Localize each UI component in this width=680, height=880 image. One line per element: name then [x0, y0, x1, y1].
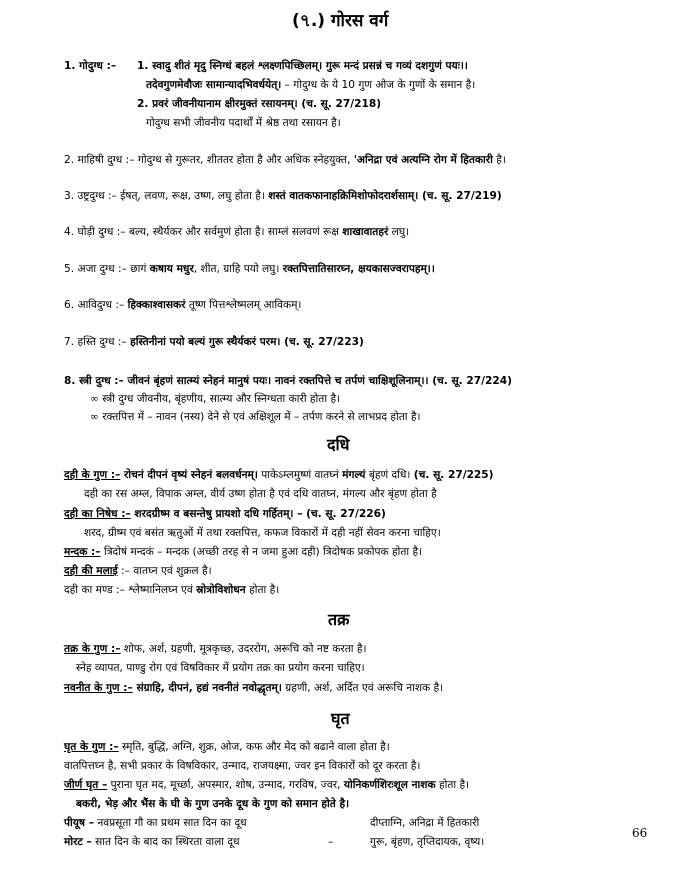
navneet-label: नवनीत के गुण :– — [64, 682, 133, 694]
takra-gun-desc: स्नेह व्यापत, पाण्डु रोग एवं विषविकार में प्रयोग तक्र का प्रयोग करना चाहिए। — [76, 662, 365, 674]
aja-mid: , शीत, ग्राहि पयो लघु। — [193, 263, 283, 275]
ghrita-gun-label: घृत के गुण :– — [64, 741, 119, 753]
jirna-label: जीर्ण घृत – — [64, 779, 108, 791]
page-number: 66 — [632, 826, 648, 840]
ushtra-text: 3. उष्ट्रदुग्ध :– ईषत्, लवण, रूक्ष, उष्ण, लघु होता है। — [64, 190, 269, 202]
stri-dugdha-bullet-2: ∞ रक्तपित्त में – नावन (नस्य) देने से एवं अक्षिशूल में – तर्पण करने से लाभप्रद होता है। — [90, 411, 421, 423]
heading-ghrita: घृत — [331, 709, 350, 728]
avi-bold: हिक्काश्वासकरं — [127, 299, 186, 311]
avi-dugdha — [64, 298, 301, 312]
hasti-bold: हस्तिनीनां पयो बल्यं गुरू स्थैर्यकरं परम। (च. सू. 27/223) — [130, 336, 364, 348]
navneet-post: ग्रहणी, अर्श, अर्दित एवं अरूचि नाशक है। — [281, 682, 444, 694]
page-title: (৭.) गोरस वर्ग — [292, 11, 389, 31]
hasti-text: 7. हस्ति दुग्ध :– — [64, 336, 131, 348]
takra-gun-label: तक्र के गुण :– — [64, 643, 121, 655]
dadhi-gun-post: बृंहणं दधि। — [365, 469, 414, 481]
dadhi-gun-label: दही के गुण :– — [64, 469, 121, 481]
mand-bold: स्रोत्रोविशोधन — [196, 584, 246, 596]
jirna-bold: योनिकर्णशिरःशूल नाशक — [343, 779, 436, 791]
mahishi-post: है। — [492, 154, 506, 166]
dadhi-gun-bold: रोचनं दीपनं वृष्यं स्नेहनं बलवर्धनम्। — [120, 469, 258, 481]
dadhi-gun — [64, 468, 494, 482]
ushtra-dugdha — [64, 189, 502, 203]
dadhi-gun-mid: पाकेऽम्लमुष्णं वातघ्नं — [257, 469, 343, 481]
piyush — [64, 816, 247, 830]
mahishi-text: 2. माहिषी दुग्ध :– गोदुग्ध से गुरूतर, शीततर होता है और अधिक स्नेहयुक्त, — [64, 154, 354, 166]
heading-dadhi: दधि — [327, 435, 350, 454]
ghodi-text: 4. घोड़ी दुग्ध :– बल्य, स्थैर्यकर और सर्वमुणं होता है। साम्लं सलवणं रूक्ष — [64, 226, 343, 238]
godugdha-verse-2-bold: तदेवगुणमेवौजः सामान्यादभिवर्धयेत्। — [146, 79, 282, 91]
godugdha-verse-1: 1. स्वादु शीतं मृदु स्निग्धं बहलं श्लक्ष्णपिच्छिलम्। गुरू मन्दं प्रसन्नं च गव्यं दशगुणं पयः।। — [137, 60, 468, 72]
morat-label: मोरट – — [64, 836, 92, 848]
dadhi-nishedh-bold: शरदग्रीष्म व बसन्तेषु प्रायशो दधि गर्हितम्। – (च. सू. 27/226) — [130, 508, 386, 520]
ghodi-dugdha — [64, 225, 409, 239]
morat-right: गुरू, बृंहण, तृप्तिदायक, वृष्य। — [370, 836, 485, 848]
godugdha-verse-3: 2. प्रवरं जीवनीयानाम क्षीरमुक्तं रसायनम्। (च. सू. 27/218) — [137, 98, 382, 110]
jirna-text: पुराना घृत मद, मूर्च्छा, अपस्मार, शोष, उन्माद, गरविष, ज्वर, — [107, 779, 344, 791]
malai-label: दही की मलाई — [64, 565, 118, 577]
stri-dugdha-bullet-1: ∞ स्त्री दुग्ध जीवनीय, बृंहणीय, सात्म्य और स्निग्धता कारी होता है। — [90, 393, 341, 405]
godugdha-verse-2 — [146, 78, 475, 92]
godugdha-verse-2-note: – गोदुग्ध के ये 10 गुण ओज के गुणों के समान है। — [281, 79, 476, 91]
dadhi-malai — [64, 564, 212, 578]
piyush-label: पीयूष – — [64, 817, 95, 829]
dadhi-gun-ref: (च. सू. 27/225) — [413, 469, 494, 481]
aja-bold-2: रक्तपित्तातिसारघ्न, क्षयकासज्वरापहम्।। — [282, 263, 435, 275]
avi-post: तूष्ण पित्तश्लेष्मलम् आविकम्। — [185, 299, 302, 311]
mahishi-dugdha — [64, 153, 506, 167]
mandak-text: त्रिदोषं मन्दकं – मन्दक (अच्छी तरह से न जमा हुआ दही) त्रिदोषक प्रकोपक होता है। — [100, 546, 423, 558]
other-ghrita: बकरी, भेड़ और भैंस के घी के गुण उनके दूध के गुण को समान होते है। — [76, 798, 350, 810]
dadhi-gun-desc: दही का रस अम्ल, विपाक अम्ल, वीर्य उष्ण होता है एवं दधि वातघ्न, मंगल्य और बृंहण होता है — [84, 488, 437, 500]
dadhi-mandak — [64, 545, 422, 559]
godugdha-note: गोदुग्ध सभी जीवनीय पदार्थों में श्रेष्ठ तथा रसायन है। — [146, 117, 341, 129]
ghrita-gun-desc: वातपित्तघ्न है, सभी प्रकार के विषविकार, उन्माद, राजयक्ष्मा, ज्वर इन विकारों को दूर करता है। — [64, 760, 421, 772]
morat-dash: – — [328, 836, 334, 848]
mand-post: होता है। — [245, 584, 280, 596]
dadhi-nishedh-desc: शरद, ग्रीष्म एवं बसंत ऋतुओं में तथा रक्तपित्त, कफज विकारों में दही नहीं सेवन करना चाहिए। — [84, 527, 441, 539]
heading-takra: तक्र — [328, 610, 350, 629]
morat-text: सात दिन के बाद का स्थिरता वाला दूध — [91, 836, 240, 848]
aja-bold-1: कषाय मधुर — [149, 263, 194, 275]
mahishi-bold: 'अनिद्रा एवं अत्यग्नि रोग में हितकारी — [353, 154, 493, 166]
aja-dugdha — [64, 262, 435, 276]
navneet-bold: संग्राहि, दीपनं, हद्यं नवनीतं नवोद्धृतम्। — [132, 682, 282, 694]
ghodi-post: लघु। — [388, 226, 410, 238]
jirna-post: होता है। — [435, 779, 470, 791]
godugdha-label: 1. गोदुग्ध :– — [64, 60, 117, 72]
navneet-gun — [64, 681, 443, 695]
piyush-text: नवप्रसूता गौ का प्रथम सात दिन का दूध — [94, 817, 247, 829]
mandak-label: मन्दक :– — [64, 546, 101, 558]
hasti-dugdha — [64, 335, 364, 349]
stri-dugdha-verse: 8. स्त्री दुग्ध :– जीवनं बृंहणं सात्म्यं स्नेहनं मानुषं पयः। नावनं रक्तपित्ते च तर्पणं चाक्षिशूलिनाम्।। (च. सू. 27/224) — [64, 375, 512, 387]
piyush-right: दीप्ताग्नि, अनिद्रा में हितकारी — [370, 817, 480, 829]
mand-text: दही का मण्ड :– श्लेष्मानिलघ्न एवं — [64, 584, 197, 596]
dadhi-nishedh-label: दही का निषेध :– — [64, 508, 131, 520]
dadhi-mand — [64, 583, 279, 597]
aja-text: 5. अजा दुग्ध :– छागं — [64, 263, 150, 275]
avi-text: 6. आविदुग्ध :– — [64, 299, 128, 311]
malai-text: :– वातघ्न एवं शुक्रल है। — [117, 565, 212, 577]
ghrita-gun — [64, 740, 390, 754]
takra-gun — [64, 642, 367, 656]
morat — [64, 835, 240, 849]
takra-gun-text: शोफ, अर्श, ग्रहणी, मूत्रकृच्छ, उदररोग, अरूचि को नष्ट करता है। — [120, 643, 367, 655]
jirna-ghrita — [64, 778, 469, 792]
ghodi-bold: शाखावातहरं — [342, 226, 389, 238]
ushtra-bold: शस्तं वातकफानाहक्रिमिशोफोदरार्शसाम्। (च. सू. 27/219) — [268, 190, 502, 202]
dadhi-gun-bold-2: मंगल्यं — [342, 469, 366, 481]
ghrita-gun-text: स्मृति, बुद्धि, अग्नि, शुक्र, ओज, कफ और मेद को बढाने वाला होता है। — [118, 741, 390, 753]
dadhi-nishedh — [64, 507, 386, 521]
